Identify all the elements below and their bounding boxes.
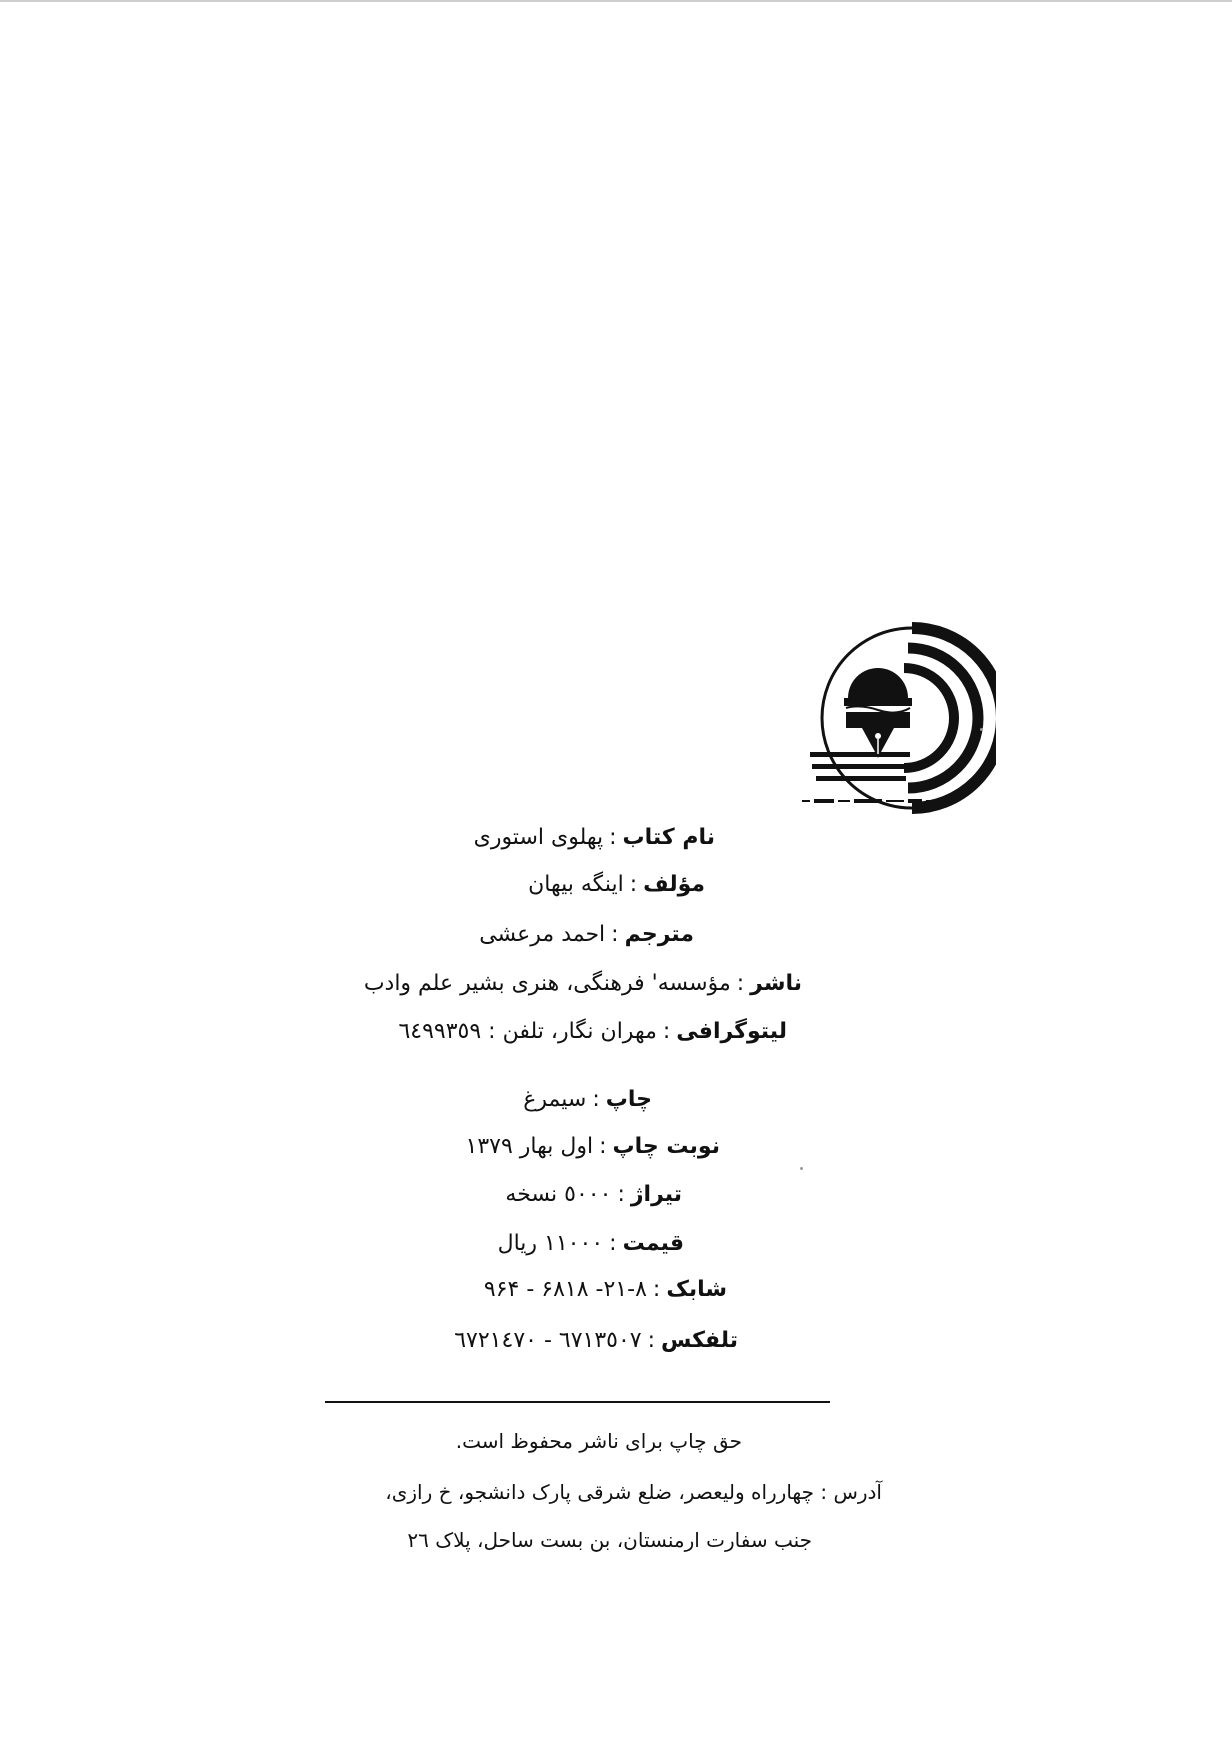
book-title-label: نام کتاب	[622, 825, 715, 850]
footer-divider	[325, 1401, 830, 1403]
edition-value: اول بهار ١٣٧٩	[465, 1134, 594, 1159]
edition-line: نوبت چاپ:اول بهار ١٣٧٩	[465, 1134, 720, 1159]
translator-label: مترجم	[624, 922, 694, 947]
circulation-value: ٥٠٠٠ نسخه	[505, 1182, 612, 1207]
print-value: سیمرغ	[523, 1087, 587, 1112]
scan-speck	[800, 1167, 803, 1170]
page-top-edge	[0, 0, 1232, 2]
lithography-line: لیتوگرافی:مهران نگار، تلفن : ٦٤٩٩٣٥٩	[398, 1019, 787, 1044]
isbn-line: شابک:٨-٢١- ۶٨١٨ - ۹۶۴	[483, 1277, 727, 1302]
translator-line: مترجم:احمد مرعشی	[479, 922, 694, 947]
telefax-label: تلفکس	[661, 1328, 738, 1353]
author-line: مؤلف:اینگه بیهان	[528, 872, 705, 897]
publisher-value: مؤسسه' فرهنگی، هنری بشیر علم وادب	[363, 971, 731, 996]
print-label: چاپ	[605, 1087, 652, 1112]
circulation-label: تیراژ	[630, 1182, 682, 1207]
address-line-2: جنب سفارت ارمنستان، بن بست ساحل، پلاک ٢٦	[407, 1528, 812, 1552]
logo-caption-lettering	[800, 796, 950, 806]
edition-label: نوبت چاپ	[612, 1134, 720, 1159]
translator-value: احمد مرعشی	[479, 922, 606, 947]
price-label: قیمت	[622, 1231, 684, 1256]
isbn-value: ٨-٢١- ۶٨١٨ - ۹۶۴	[483, 1277, 647, 1302]
copyright-notice: حق چاپ برای ناشر محفوظ است.	[455, 1429, 742, 1453]
isbn-label: شابک	[666, 1277, 727, 1302]
address-line-1: آدرس : چهارراه ولیعصر، ضلع شرقی پارک دانشجو، خ رازی،	[385, 1480, 882, 1504]
scan-speck	[980, 728, 983, 731]
price-line: قیمت:١١٠٠٠ ریال	[497, 1231, 684, 1256]
telefax-line: تلفکس:٦٧١٣٥٠٧ - ٦٧٢١٤٧٠	[454, 1328, 738, 1353]
author-value: اینگه بیهان	[528, 872, 624, 897]
telefax-value: ٦٧١٣٥٠٧ - ٦٧٢١٤٧٠	[454, 1328, 642, 1353]
publisher-logo	[800, 620, 996, 816]
print-line: چاپ:سیمرغ	[523, 1087, 652, 1112]
circulation-line: تیراژ:٥٠٠٠ نسخه	[505, 1182, 682, 1207]
price-value: ١١٠٠٠ ریال	[497, 1231, 604, 1256]
publisher-line: ناشر:مؤسسه' فرهنگی، هنری بشیر علم وادب	[363, 971, 802, 996]
lithography-label: لیتوگرافی	[676, 1019, 787, 1044]
lithography-value: مهران نگار، تلفن : ٦٤٩٩٣٥٩	[398, 1019, 657, 1044]
author-label: مؤلف	[643, 872, 705, 897]
book-title-value: پهلوی استوری	[473, 825, 604, 850]
book-title-line: نام کتاب:پهلوی استوری	[473, 825, 715, 850]
publisher-label: ناشر	[750, 971, 802, 996]
